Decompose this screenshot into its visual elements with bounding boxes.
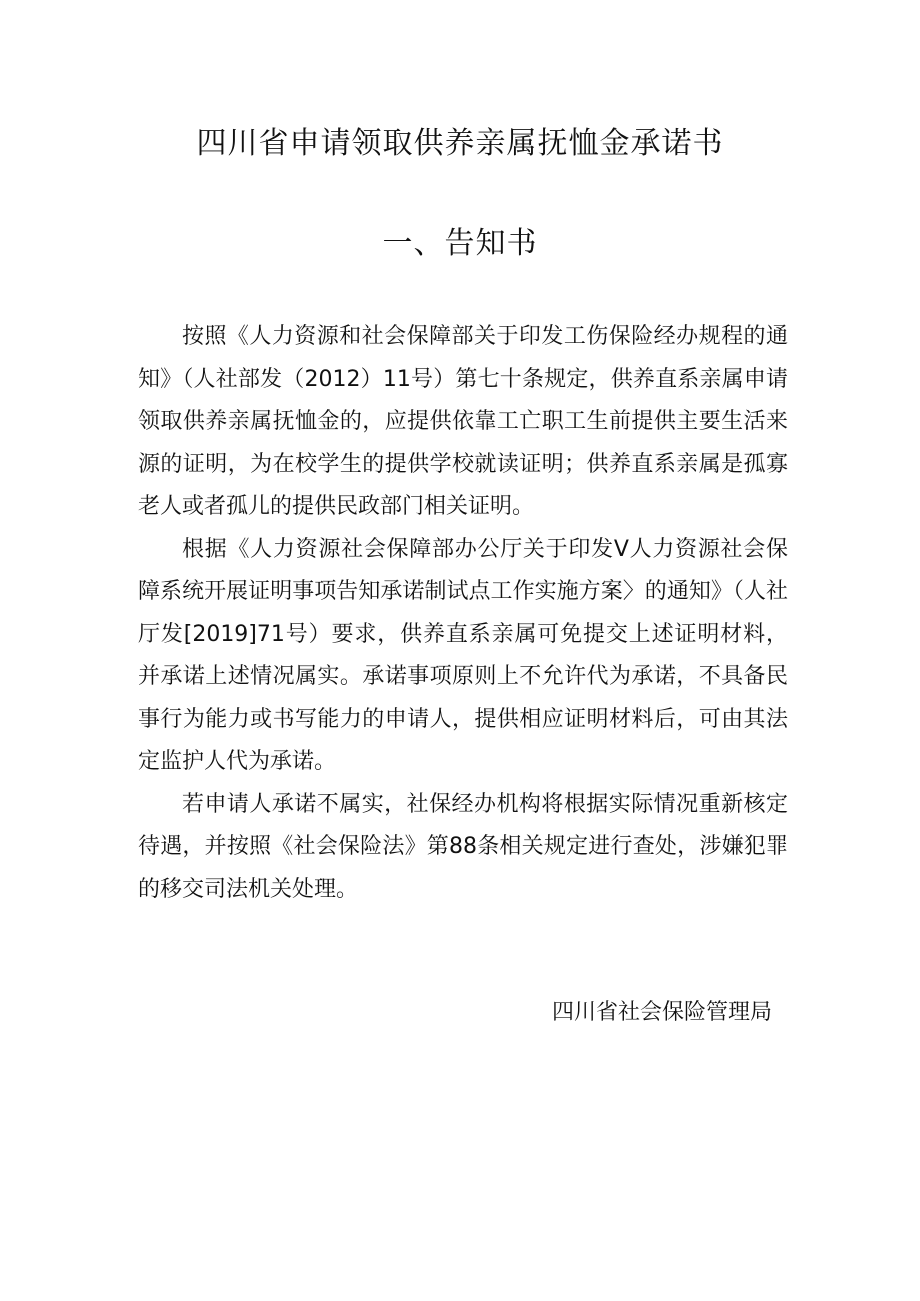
section-heading: 一、告知书 xyxy=(382,226,538,261)
document-body xyxy=(138,316,788,911)
paragraph-false-commitment-penalty: 若申请人承诺不属实，社保经办机构将根据实际情况重新核定待遇，并按照《社会保险法》第88条相关规定进行查处，涉嫌犯罪的移交司法机关处理。 xyxy=(138,791,788,902)
paragraph-commitment-policy: 根据《人力资源社会保障部办公厅关于印发V人力资源社会保障系统开展证明事项告知承诺制试点工作实施方案〉的通知》（人社厅发[2019]71号）要求，供养直系亲属可免提交上述证明材料，并承诺上述情况属实。承诺事项原则上不允许代为承诺，不具备民事行为能力或书写能力的申请人，提供相应证明材料后，可由其法定监护人代为承诺。 xyxy=(138,536,788,774)
document-title: 四川省申请领取供养亲属抚恤金承诺书 xyxy=(196,126,724,161)
paragraph-legal-basis: 按照《人力资源和社会保障部关于印发工伤保险经办规程的通知》（人社部发（2012）11号）第七十条规定，供养直系亲属申请领取供养亲属抚恤金的，应提供依靠工亡职工生前提供主要生活来源的证明，为在校学生的提供学校就读证明；供养直系亲属是孤寡老人或者孤儿的提供民政部门相关证明。 xyxy=(138,324,788,519)
issuing-authority-signature: 四川省社会保险管理局 xyxy=(551,1000,772,1025)
